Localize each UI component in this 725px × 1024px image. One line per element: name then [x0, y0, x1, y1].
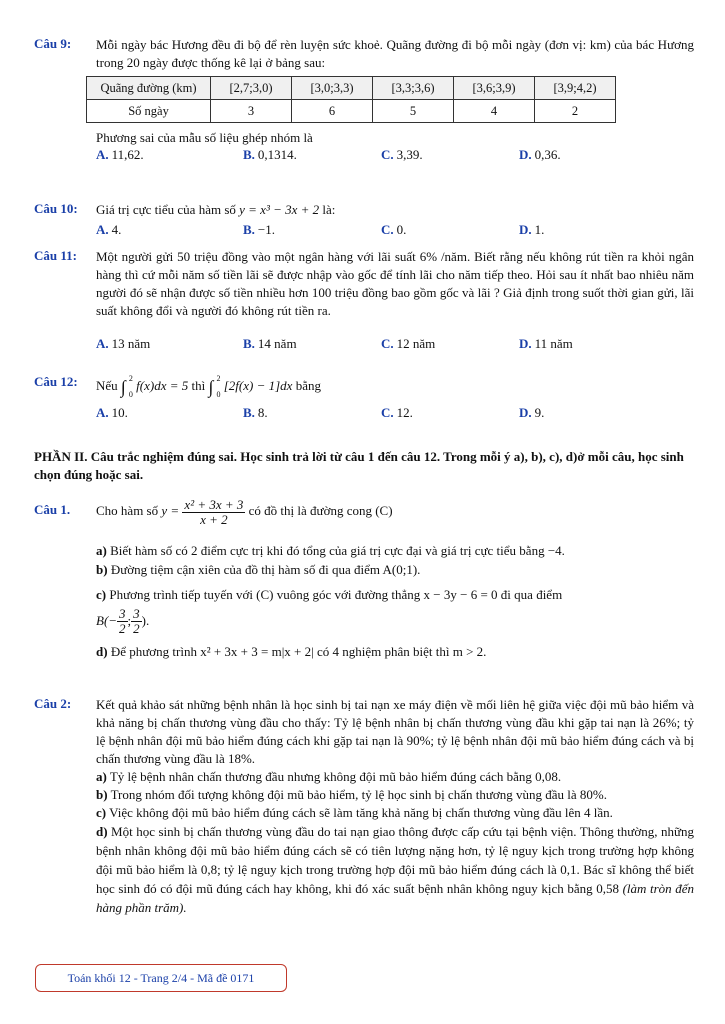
- statement-b[interactable]: b) Đường tiệm cận xiên của đồ thị hàm số đi qua điểm A(0;1).: [96, 561, 421, 577]
- question-label: Câu 11:: [34, 248, 77, 263]
- option-d[interactable]: D. 1.: [519, 222, 545, 237]
- table-header-days: Số ngày: [87, 100, 211, 123]
- option-c[interactable]: C. 0.: [381, 222, 407, 237]
- table-header-distance: Quãng đường (km): [87, 77, 211, 100]
- question-11: [34, 248, 694, 354]
- fraction: $\frac{\text{x² + 3x + 3}}{x + 2}$: [184, 496, 244, 527]
- option-b[interactable]: B. 14 năm: [243, 336, 297, 351]
- answer-options: [96, 147, 694, 165]
- question-text: Cho hàm số y = $\frac{\text{x² + 3x + 3}}{x + 2}$ có đồ thị là đường cong (C): [96, 496, 393, 527]
- table-row: [87, 100, 616, 123]
- option-b[interactable]: B. 0,1314.: [243, 147, 297, 162]
- option-a[interactable]: A. 10.: [96, 405, 128, 421]
- part-2-heading: PHẦN II. Câu trắc nghiệm đúng sai. Học sinh trả lời từ câu 1 đến câu 12. Trong mỗi ý a), b), c), d)ở mỗi câu, học sinh chọn đúng hoặc sai.: [34, 449, 684, 482]
- table-cell: 5: [373, 100, 454, 123]
- statement-d[interactable]: d) Một học sinh bị chấn thương vùng đầu do tai nạn giao thông được cấp cứu tại bệnh viện. Thông thường, những bệnh nhân không đội mũ bảo hiểm đúng cách sẽ có tiên lượng nặng hơn, tỷ lệ nguy kịch trong trường hợp không đội mũ bảo hiểm là 0,8; tỷ lệ nguy kịch trong trường hợp đội mũ bảo hiểm đúng cách là 0,1. Bác sĩ không thể biết học sinh đó có đội mũ đúng cách hay không, khi đó xác suất bệnh nhân không nguy kịch bằng 0,58 (làm tròn đến hàng phần trăm).: [96, 824, 694, 915]
- question-text: Mỗi ngày bác Hương đều đi bộ để rèn luyện sức khoẻ. Quãng đường đi bộ mỗi ngày (đơn vị: km) của bác Hương trong 20 ngày được thống kê lại ở bảng sau:: [96, 37, 694, 70]
- option-d[interactable]: D. 9.: [519, 405, 545, 421]
- table-cell: 6: [292, 100, 373, 123]
- page-footer: Toán khối 12 - Trang 2/4 - Mã đề 0171: [35, 964, 287, 992]
- statement-d[interactable]: d) Để phương trình x² + 3x + 3 = m|x + 2| có 4 nghiệm phân biệt thì m > 2.: [96, 643, 487, 659]
- question-label: Câu 2:: [34, 696, 72, 711]
- table-row: [87, 77, 616, 100]
- option-c[interactable]: C. 12 năm: [381, 336, 436, 351]
- question-label: Câu 12:: [34, 374, 78, 389]
- question-9: [34, 36, 694, 165]
- answer-options: [96, 336, 694, 354]
- statement-c-point: B(− $\frac{3}{2}$ ; $\frac{3}{2}$ ).: [96, 606, 150, 637]
- statement-c[interactable]: c) Phương trình tiếp tuyến với (C) vuông góc với đường thẳng x − 3y − 6 = 0 đi qua điểm: [96, 586, 563, 602]
- frequency-table: [86, 76, 616, 123]
- table-cell: [3,3;3,6): [373, 77, 454, 100]
- answer-options: [96, 222, 694, 240]
- option-d[interactable]: D. 11 năm: [519, 336, 573, 351]
- question-10: [34, 201, 694, 240]
- table-cell: [3,0;3,3): [292, 77, 373, 100]
- question-label: Câu 1.: [34, 502, 71, 517]
- integral-sign: ∫ 2 0: [120, 374, 133, 400]
- statement-b[interactable]: b) Trong nhóm đối tượng không đội mũ bảo hiểm, tỷ lệ học sinh bị chấn thương vùng đầu là 80%.: [96, 787, 607, 802]
- option-b[interactable]: B. −1.: [243, 222, 276, 237]
- integral-sign: ∫ 2 0: [208, 374, 221, 400]
- option-a[interactable]: A. 11,62.: [96, 147, 144, 162]
- option-c[interactable]: C. 12.: [381, 405, 413, 421]
- table-cell: 3: [211, 100, 292, 123]
- question-prompt: Phương sai của mẫu số liệu ghép nhóm là: [96, 130, 313, 145]
- formula: y = x³ − 3x + 2: [239, 202, 320, 217]
- answer-options: [96, 405, 694, 423]
- table-cell: 4: [454, 100, 535, 123]
- question-text: Kết quả khảo sát những bệnh nhân là học sinh bị tai nạn xe máy điện về mối liên hệ giữa việc đội mũ bảo hiểm và khả năng bị chấn thương vùng đầu cho thấy: Tỷ lệ bệnh nhân bị chấn thương vùng đầu khi gặp tai nạn là 26%; tỷ lệ bệnh nhân đội mũ bảo hiểm đúng cách khi gặp tai nạn là 90%; tỷ lệ bệnh nhân đội mũ bảo hiểm đúng cách và bị chấn thương vùng đầu là 18%.: [96, 697, 694, 766]
- option-c[interactable]: C. 3,39.: [381, 147, 423, 162]
- table-cell: 2: [535, 100, 616, 123]
- option-b[interactable]: B. 8.: [243, 405, 268, 421]
- question-text: Giá trị cực tiểu của hàm số y = x³ − 3x + 2 là:: [96, 202, 336, 217]
- question-text: Nếu ∫ 2 0 f(x)dx = 5 thì ∫ 2 0 [2f(x) − 1]dx bằng: [96, 374, 321, 400]
- question-label: Câu 9:: [34, 36, 72, 51]
- tf-question-2: [34, 696, 694, 917]
- question-text: Một người gửi 50 triệu đồng vào một ngân hàng với lãi suất 6% /năm. Biết rằng nếu không rút tiền ra khỏi ngân hàng thì cứ mỗi năm số tiền lãi sẽ được nhập vào gốc để tính lãi cho năm tiếp theo. Hỏi sau ít nhất bao nhiêu năm người đó sẽ nhận được số tiền nhiều hơn 100 triệu đồng bao gồm gốc và lãi ? Giả định trong suốt thời gian gửi, lãi suất không đổi và người đó không rút tiền ra.: [96, 249, 694, 318]
- option-a[interactable]: A. 13 năm: [96, 336, 151, 351]
- table-cell: [3,9;4,2): [535, 77, 616, 100]
- statement-c[interactable]: c) Việc không đội mũ bảo hiểm đúng cách sẽ làm tăng khả năng bị chấn thương vùng đầu lên 4 lần.: [96, 805, 613, 820]
- option-d[interactable]: D. 0,36.: [519, 147, 561, 162]
- option-a[interactable]: A. 4.: [96, 222, 122, 237]
- question-label: Câu 10:: [34, 201, 78, 216]
- table-cell: [3,6;3,9): [454, 77, 535, 100]
- table-cell: [2,7;3,0): [211, 77, 292, 100]
- question-12: [34, 374, 694, 423]
- tf-question-1: [34, 496, 694, 661]
- statement-a[interactable]: a) Biết hàm số có 2 điểm cực trị khi đó tổng của giá trị cực đại và giá trị cực tiểu bằng −4.: [96, 542, 565, 558]
- statement-a[interactable]: a) Tỷ lệ bệnh nhân chấn thương đầu nhưng không đội mũ bảo hiểm đúng cách bằng 0,08.: [96, 769, 562, 784]
